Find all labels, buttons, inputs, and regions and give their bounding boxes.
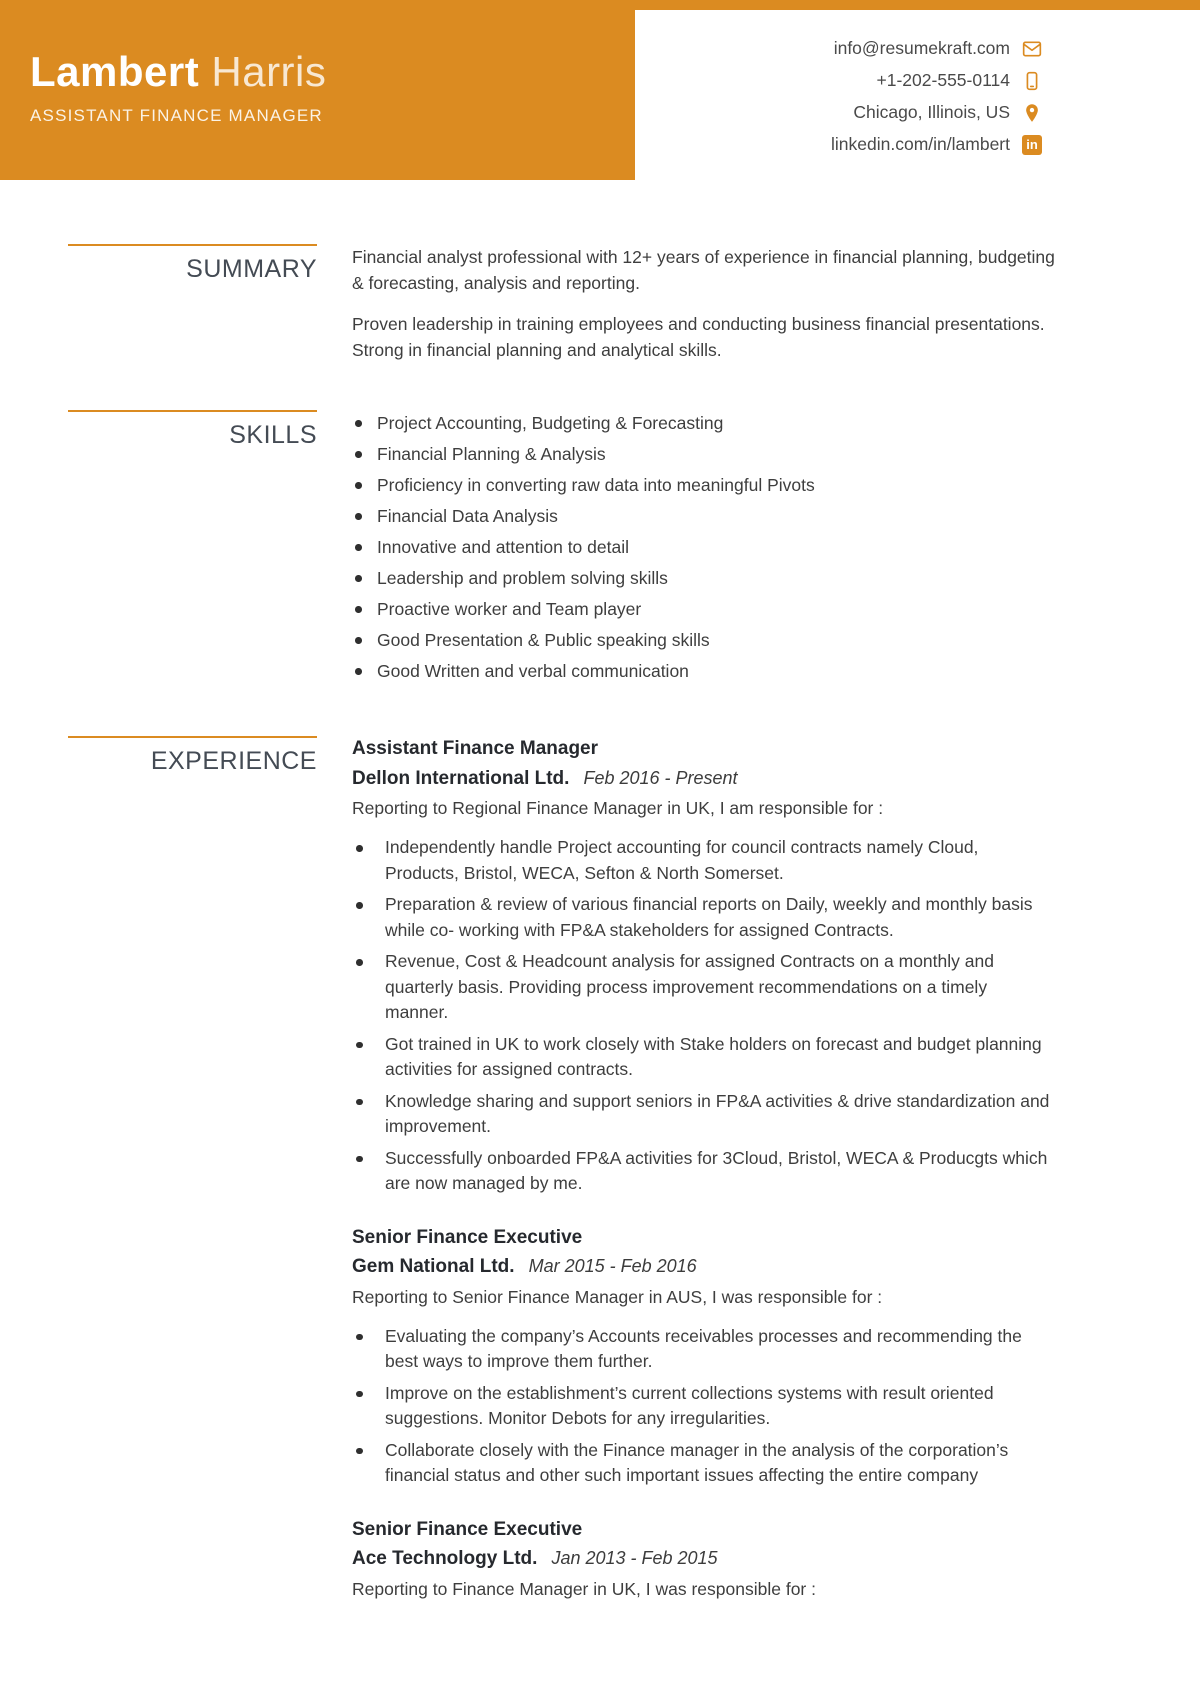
skill-item: Financial Planning & Analysis [352, 441, 1055, 467]
job-intro: Reporting to Regional Finance Manager in UK, I am responsible for : [352, 798, 884, 819]
job-company: Gem National Ltd. [352, 1256, 515, 1278]
skill-item: Innovative and attention to detail [352, 534, 1055, 560]
summary-content [352, 244, 1055, 363]
job-bullet: Collaborate closely with the Finance manager in the analysis of the corporation’s financial status and other such important issues affecting the entire company [352, 1438, 1055, 1489]
person-job-title: ASSISTANT FINANCE MANAGER [30, 106, 323, 126]
name-banner [0, 0, 635, 180]
job-bullet: Knowledge sharing and support seniors in FP&A activities & drive standardization and improvement. [352, 1089, 1055, 1140]
job-bullet: Evaluating the company’s Accounts receivables processes and recommending the best ways to improve them further. [352, 1324, 1055, 1375]
skill-item: Leadership and problem solving skills [352, 565, 1055, 591]
job-bullet-list [352, 1324, 1055, 1489]
contact-row [834, 38, 1042, 59]
job-company: Dellon International Ltd. [352, 767, 570, 789]
phone-icon [1022, 71, 1042, 91]
summary-paragraph: Financial analyst professional with 12+ years of experience in financial planning, budgeting & forecasting, analysis and reporting. [352, 247, 1055, 293]
contact-text[interactable]: linkedin.com/in/lambert [831, 134, 1010, 154]
job-intro: Reporting to Senior Finance Manager in AUS, I was responsible for : [352, 1286, 883, 1307]
header [0, 0, 1200, 180]
job-bullet: Got trained in UK to work closely with Stake holders on forecast and budget planning activities for assigned contracts. [352, 1032, 1055, 1083]
job-bullet: Preparation & review of various financial reports on Daily, weekly and monthly basis while co- working with FP&A stakeholders for assigned Contracts. [352, 892, 1055, 943]
email-icon [1022, 39, 1042, 59]
skill-item: Financial Data Analysis [352, 503, 1055, 529]
contact-list [831, 38, 1042, 155]
job-entry [352, 736, 1055, 1197]
job-entry [352, 1517, 1055, 1602]
contact-text[interactable]: Chicago, Illinois, US [853, 102, 1010, 122]
skills-list [352, 410, 1055, 684]
first-name: Lambert [30, 48, 200, 95]
skills-content [352, 410, 1055, 689]
skills-side [68, 410, 317, 450]
skill-item: Good Written and verbal communication [352, 658, 1055, 684]
job-subheader [352, 1254, 1055, 1281]
job-bullet: Successfully onboarded FP&A activities for 3Cloud, Bristol, WECA & Producgts which are now managed by me. [352, 1146, 1055, 1197]
skill-item: Proactive worker and Team player [352, 596, 1055, 622]
resume-body [0, 180, 1200, 1699]
job-dates: Jan 2013 - Feb 2015 [551, 1548, 718, 1569]
job-bullet: Improve on the establishment’s current collections systems with result oriented suggestions. Monitor Debots for any irregularities. [352, 1381, 1055, 1432]
job-intro: Reporting to Finance Manager in UK, I was responsible for : [352, 1579, 816, 1600]
job-title: Assistant Finance Manager [352, 738, 599, 759]
job-entry [352, 1225, 1055, 1489]
job-title: Senior Finance Executive [352, 1518, 583, 1540]
linkedin-icon [1022, 135, 1042, 155]
skill-item: Good Presentation & Public speaking skills [352, 627, 1055, 653]
job-title: Senior Finance Executive [352, 1226, 583, 1248]
job-bullet-list [352, 835, 1055, 1197]
job-dates: Mar 2015 - Feb 2016 [528, 1256, 697, 1277]
skill-item: Proficiency in converting raw data into meaningful Pivots [352, 472, 1055, 498]
experience-section [68, 736, 1055, 1616]
section-label-experience: EXPERIENCE [150, 747, 317, 775]
skills-section [68, 410, 1055, 689]
location-icon [1022, 103, 1042, 123]
section-rule [68, 736, 317, 738]
job-company: Ace Technology Ltd. [352, 1548, 538, 1570]
last-name: Harris [211, 48, 327, 95]
job-bullet: Independently handle Project accounting for council contracts namely Cloud, Products, Bristol, WECA, Sefton & North Somerset. [352, 835, 1055, 886]
section-label-skills: SKILLS [229, 421, 317, 449]
summary-side [68, 244, 317, 284]
summary-paragraph: Proven leadership in training employees and conducting business financial presentations. Strong in financial planning and analytical skills. [352, 314, 1045, 360]
contact-text[interactable]: +1-202-555-0114 [876, 70, 1010, 90]
section-label-summary: SUMMARY [186, 255, 317, 283]
contact-row [853, 102, 1042, 123]
contact-row [877, 70, 1042, 91]
job-subheader [352, 766, 1055, 793]
summary-section [68, 244, 1055, 363]
person-name [30, 48, 635, 96]
job-bullet: Revenue, Cost & Headcount analysis for assigned Contracts on a monthly and quarterly basis. Providing process improvement recommendations on a timely manner. [352, 949, 1055, 1026]
experience-side [68, 736, 317, 776]
job-dates: Feb 2016 - Present [583, 767, 738, 788]
contact-row [831, 134, 1042, 155]
job-subheader [352, 1546, 1055, 1573]
contact-text[interactable]: info@resumekraft.com [833, 38, 1010, 58]
skill-item: Project Accounting, Budgeting & Forecasting [352, 410, 1055, 436]
section-rule [68, 244, 317, 246]
section-rule [68, 410, 317, 412]
experience-content [352, 736, 1055, 1616]
